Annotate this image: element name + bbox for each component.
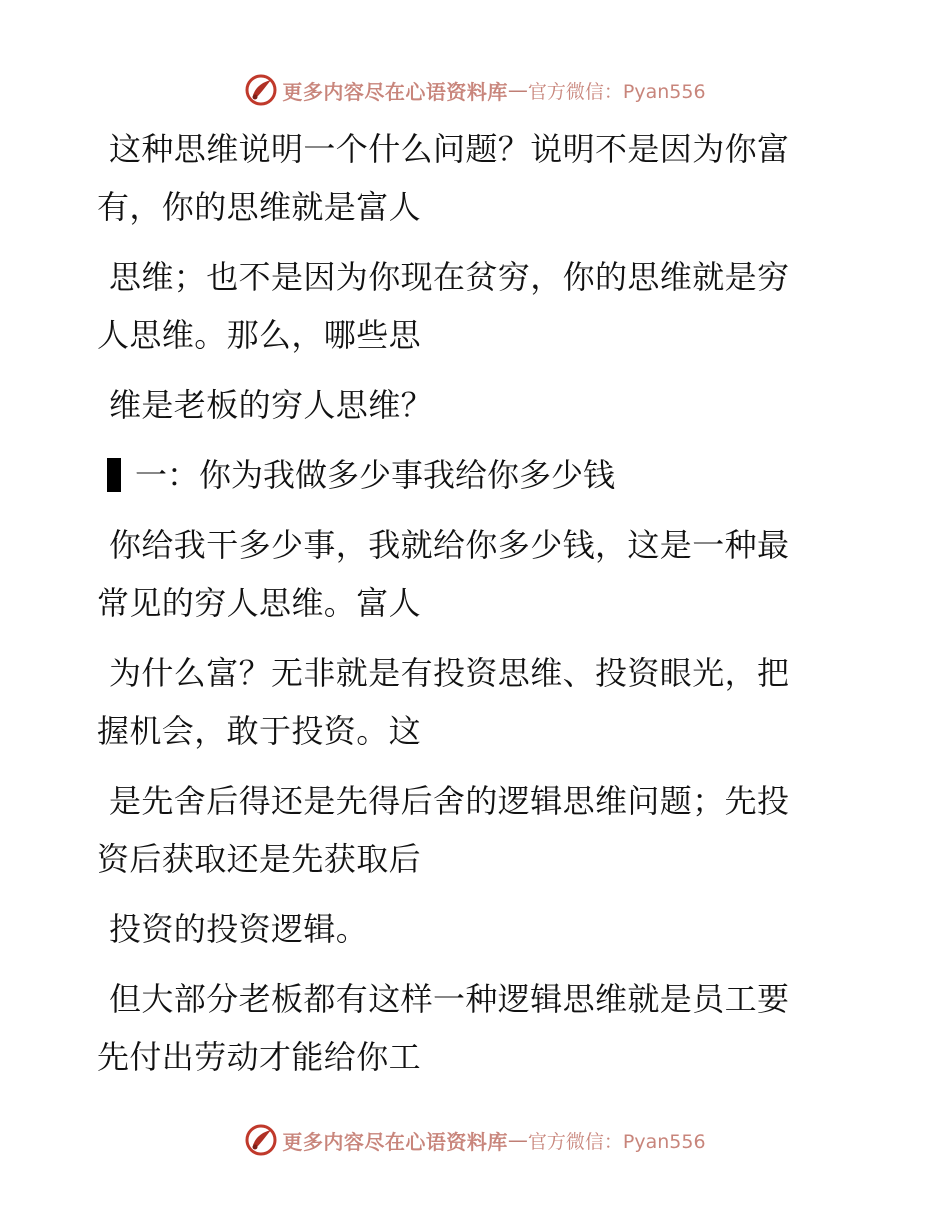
paragraph-line: 握机会，敢于投资。这 bbox=[97, 712, 422, 750]
paragraph-8 bbox=[97, 970, 837, 1086]
paragraph-line: 常见的穷人思维。富人 bbox=[97, 584, 422, 622]
paragraph-3 bbox=[97, 376, 837, 434]
paragraph-line: 但大部分老板都有这样一种逻辑思维就是员工要 bbox=[109, 980, 790, 1018]
watermark-separator: — bbox=[507, 1128, 528, 1152]
paragraph-7 bbox=[97, 900, 837, 958]
paragraph-5 bbox=[97, 644, 837, 760]
watermark-separator: — bbox=[507, 78, 528, 102]
paragraph-line: 有，你的思维就是富人 bbox=[97, 188, 422, 226]
header-watermark bbox=[0, 68, 950, 112]
paragraph-2 bbox=[97, 248, 837, 364]
paragraph-line: 先付出劳动才能给你工 bbox=[97, 1038, 422, 1076]
section-heading-text: 一：你为我做多少事我给你多少钱 bbox=[135, 456, 616, 494]
section-heading bbox=[97, 446, 837, 504]
paragraph-line: 思维；也不是因为你现在贫穷，你的思维就是穷 bbox=[109, 258, 790, 296]
footer-watermark bbox=[0, 1118, 950, 1162]
paragraph-line: 资后获取还是先获取后 bbox=[97, 840, 422, 878]
brush-logo-icon bbox=[244, 1123, 278, 1157]
brush-logo-icon bbox=[244, 73, 278, 107]
paragraph-line: 这种思维说明一个什么问题？说明不是因为你富 bbox=[109, 130, 790, 168]
watermark-wechat-text: 官方微信：Pyan556 bbox=[527, 1130, 706, 1153]
watermark-main-text: 更多内容尽在心语资料库 bbox=[282, 79, 508, 104]
paragraph-line: 是先舍后得还是先得后舍的逻辑思维问题；先投 bbox=[109, 782, 790, 820]
heading-marker-icon bbox=[107, 458, 121, 492]
paragraph-line: 人思维。那么，哪些思 bbox=[97, 316, 422, 354]
watermark-wechat-text: 官方微信：Pyan556 bbox=[527, 80, 706, 103]
paragraph-line: 投资的投资逻辑。 bbox=[109, 910, 369, 948]
paragraph-line: 维是老板的穷人思维？ bbox=[109, 386, 434, 424]
watermark-main-text: 更多内容尽在心语资料库 bbox=[282, 1129, 508, 1154]
paragraph-1 bbox=[97, 120, 837, 236]
paragraph-4 bbox=[97, 516, 837, 632]
paragraph-6 bbox=[97, 772, 837, 888]
paragraph-line: 为什么富？无非就是有投资思维、投资眼光，把 bbox=[109, 654, 790, 692]
paragraph-line: 你给我干多少事，我就给你多少钱，这是一种最 bbox=[109, 526, 790, 564]
document-body bbox=[97, 120, 837, 1098]
